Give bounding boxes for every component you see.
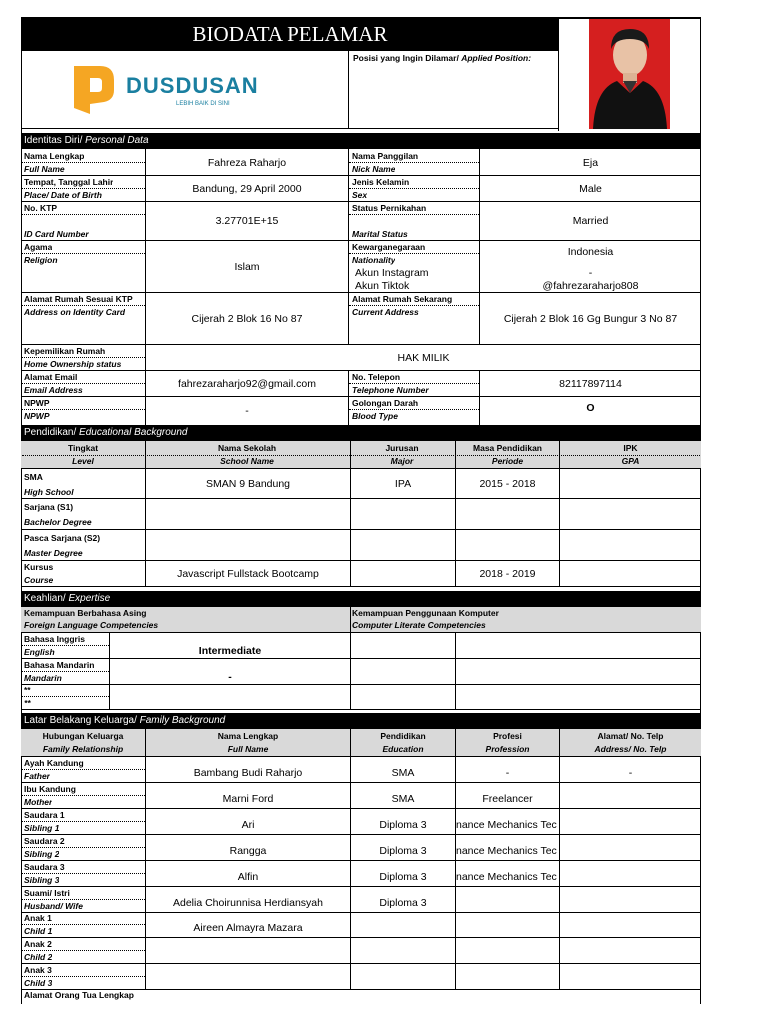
family-relationship-en: Sibling 1	[24, 823, 60, 833]
edu-gpa-value[interactable]	[560, 499, 701, 529]
nick-name-label-en: Nick Name	[352, 164, 396, 174]
divider	[21, 912, 701, 913]
header-text-en: School Name	[220, 456, 274, 466]
family-header-education	[351, 730, 455, 756]
section-title-id: Identitas Diri/	[24, 135, 83, 146]
edu-level-label-en: Master Degree	[24, 548, 83, 558]
dusdusan-logo-icon	[70, 64, 118, 116]
logo-tagline: LEBIH BAIK DI SINI	[176, 101, 230, 107]
ktp-label: No. KTP	[24, 203, 58, 213]
header-text-en: Education	[382, 744, 424, 754]
language-header: Kemampuan Berbahasa Asing	[24, 608, 147, 618]
header-text: Tingkat	[67, 443, 99, 453]
full-name-label-en: Full Name	[24, 164, 65, 174]
edu-school-value[interactable]: Javascript Fullstack Bootcamp	[177, 567, 319, 580]
header-text-en: Profession	[485, 744, 530, 754]
religion-label: Agama	[24, 242, 53, 252]
header-text: Masa Pendidikan	[473, 443, 542, 453]
family-relationship: Suami/ Istri	[24, 888, 70, 898]
edu-period-value[interactable]	[456, 499, 559, 529]
edu-level-label-en: Course	[24, 575, 54, 585]
header-text-en: Full Name	[227, 744, 269, 754]
divider	[21, 937, 701, 938]
phone-label: No. Telepon	[352, 372, 401, 382]
edu-gpa-value[interactable]	[560, 530, 701, 560]
current-address-value[interactable]: Cijerah 2 Blok 16 Gg Bungur 3 No 87	[503, 312, 678, 325]
family-address[interactable]: -	[628, 766, 633, 779]
family-profession[interactable]	[456, 918, 559, 937]
dotted-separator	[22, 847, 145, 848]
sex-label: Jenis Kelamin	[352, 177, 410, 187]
header-text: Hubungan Keluarga	[42, 731, 124, 741]
phone-value[interactable]: 82117897114	[559, 377, 622, 390]
edu-gpa-value[interactable]	[560, 561, 701, 586]
blood-label: Golongan Darah	[352, 398, 419, 408]
dotted-separator	[22, 671, 109, 672]
language-header-en: Foreign Language Competencies	[24, 620, 159, 630]
religion-value[interactable]: Islam	[234, 260, 260, 273]
edu-period-value[interactable]: 2015 - 2018	[479, 477, 536, 490]
language-name: Bahasa Inggris	[24, 634, 85, 644]
header-text-en: Major	[390, 456, 414, 466]
family-relationship-en: Child 2	[24, 952, 53, 962]
dotted-separator	[22, 162, 145, 163]
section-personal-data	[21, 133, 701, 149]
edu-level-label: Kursus	[24, 562, 54, 572]
family-education[interactable]: SMA	[391, 792, 415, 805]
position-field[interactable]	[352, 68, 554, 124]
person-photo-icon	[589, 19, 670, 129]
computer-header-en: Computer Literate Competencies	[352, 620, 486, 630]
blood-value[interactable]: O	[586, 402, 595, 414]
ktp-value[interactable]: 3.27701E+15	[215, 215, 279, 227]
section-education	[21, 425, 701, 441]
divider	[21, 586, 701, 587]
family-header-relationship	[21, 730, 145, 756]
family-profession[interactable]: -	[505, 766, 510, 779]
family-relationship: Saudara 1	[24, 810, 65, 820]
family-education[interactable]: Diploma 3	[379, 896, 427, 909]
family-education[interactable]: Diploma 3	[379, 818, 427, 831]
birth-label: Tempat, Tanggal Lahir	[24, 177, 114, 187]
position-label-en: Applied Position:	[461, 53, 532, 63]
divider	[21, 886, 701, 887]
section-title-id: Keahlian/	[24, 593, 66, 604]
family-relationship-en: Husband/ Wife	[24, 901, 83, 911]
section-title-en: Family Background	[139, 715, 226, 726]
family-relationship-en: Sibling 2	[24, 849, 60, 859]
divider	[21, 128, 559, 129]
family-address[interactable]	[560, 789, 701, 808]
edu-period-value[interactable]	[456, 530, 559, 560]
dotted-separator	[22, 357, 145, 358]
header-text: IPK	[623, 443, 638, 453]
dotted-separator	[22, 924, 145, 925]
family-relationship-en: Mother	[24, 797, 53, 807]
section-family	[21, 713, 701, 729]
edu-major-value[interactable]	[351, 499, 455, 529]
dotted-separator	[22, 645, 109, 646]
email-label: Alamat Email	[24, 372, 78, 382]
section-title-id: Pendidikan/	[24, 427, 77, 438]
family-header-address	[560, 730, 701, 756]
header-text: Alamat/ No. Telp	[597, 731, 664, 741]
dotted-separator	[349, 305, 479, 306]
divider	[21, 860, 701, 861]
family-header-name	[146, 730, 350, 756]
header-text: Nama Lengkap	[217, 731, 279, 741]
family-relationship: Saudara 2	[24, 836, 65, 846]
language-name-en: English	[24, 647, 55, 657]
family-name[interactable]: Marni Ford	[222, 792, 274, 805]
section-title-en: Educational Background	[79, 427, 188, 438]
dotted-separator	[22, 214, 145, 215]
family-address[interactable]	[560, 867, 701, 886]
family-address[interactable]	[560, 970, 701, 989]
page-title: BIODATA PELAMAR	[192, 22, 388, 46]
divider	[21, 240, 701, 241]
dotted-separator	[22, 769, 145, 770]
edu-major-value[interactable]	[351, 530, 455, 560]
birth-value[interactable]: Bandung, 29 April 2000	[192, 182, 302, 195]
family-address[interactable]	[560, 918, 701, 937]
divider	[21, 808, 701, 809]
marital-value[interactable]: Married	[572, 215, 609, 227]
divider	[455, 632, 456, 709]
edu-level-label-en: High School	[24, 487, 74, 497]
family-name[interactable]: Rangga	[229, 844, 267, 857]
dotted-separator	[349, 162, 479, 163]
language-name: Bahasa Mandarin	[24, 660, 95, 670]
family-profession[interactable]: nance Mechanics Tec	[456, 818, 557, 831]
family-name[interactable]: Alfin	[237, 870, 259, 883]
edu-school-value[interactable]: SMAN 9 Bandung	[205, 477, 291, 490]
edu-level-label: Pasca Sarjana (S2)	[24, 533, 101, 543]
family-relationship: Anak 1	[24, 913, 52, 923]
family-address[interactable]	[560, 893, 701, 912]
dotted-separator	[349, 214, 479, 215]
divider	[348, 51, 349, 128]
language-name-en: Mandarin	[24, 673, 62, 683]
language-level[interactable]: Intermediate	[198, 644, 262, 657]
family-name[interactable]: Adelia Choirunnisa Herdiansyah	[172, 896, 323, 909]
edu-level-label: Sarjana (S1)	[24, 502, 74, 512]
dotted-separator	[349, 409, 479, 410]
family-name[interactable]: Aireen Almayra Mazara	[193, 921, 303, 934]
position-label-id: Posisi yang Ingin Dilamar/	[353, 53, 459, 63]
dotted-separator	[22, 253, 145, 254]
nationality-value[interactable]: Indonesia	[567, 246, 614, 258]
computer-header: Kemampuan Penggunaan Komputer	[352, 608, 499, 618]
divider	[21, 709, 701, 710]
divider	[21, 834, 701, 835]
family-name[interactable]: Ari	[241, 818, 255, 831]
dotted-separator	[22, 383, 145, 384]
company-logo	[70, 64, 280, 116]
divider	[558, 17, 559, 131]
nationality-label-en: Nationality	[352, 255, 396, 265]
edu-major-value[interactable]: IPA	[394, 477, 412, 490]
family-education[interactable]: Diploma 3	[379, 844, 427, 857]
header-text-en: Level	[72, 456, 94, 466]
tiktok-value[interactable]: @fahrezaraharjo808	[542, 279, 639, 292]
family-header-profession	[456, 730, 559, 756]
ownership-label-en: Home Ownership status	[24, 359, 122, 369]
divider	[21, 756, 701, 757]
divider	[21, 963, 701, 964]
applicant-photo	[589, 19, 670, 129]
dotted-separator	[22, 873, 145, 874]
language-level[interactable]: -	[228, 670, 232, 683]
nick-name-label: Nama Panggilan	[352, 151, 419, 161]
family-relationship: Ayah Kandung	[24, 758, 84, 768]
edu-gpa-value[interactable]	[560, 469, 701, 498]
family-name[interactable]	[146, 970, 350, 989]
family-relationship: Saudara 3	[24, 862, 65, 872]
dotted-separator	[349, 383, 479, 384]
family-profession[interactable]	[456, 970, 559, 989]
dotted-separator	[22, 976, 145, 977]
header-text: Jurusan	[385, 443, 419, 453]
edu-level-label-en: Bachelor Degree	[24, 517, 92, 527]
dotted-separator	[22, 821, 145, 822]
family-relationship: Anak 3	[24, 965, 52, 975]
ktp-label-en: ID Card Number	[24, 229, 89, 239]
instagram-label: Akun Instagram	[355, 267, 429, 279]
nick-name-value[interactable]: Eja	[582, 156, 599, 169]
section-title-en: Expertise	[68, 593, 111, 604]
divider	[21, 632, 701, 633]
full-name-value[interactable]: Fahreza Raharjo	[207, 156, 287, 169]
marital-label: Status Pernikahan	[352, 203, 427, 213]
parents-address-label: Alamat Orang Tua Lengkap	[24, 990, 134, 1000]
dotted-separator	[22, 409, 145, 410]
edu-period-value[interactable]: 2018 - 2019	[479, 567, 536, 580]
npwp-label: NPWP	[24, 398, 50, 408]
family-education[interactable]	[351, 970, 455, 989]
family-education[interactable]	[351, 918, 455, 937]
email-label-en: Email Address	[24, 385, 83, 395]
header-text-en: Address/ No. Telp	[594, 744, 667, 754]
divider	[348, 370, 349, 425]
tiktok-label: Akun Tiktok	[355, 280, 410, 292]
header-text-en: Family Relationship	[42, 744, 124, 754]
ktp-address-label: Alamat Rumah Sesuai KTP	[24, 294, 133, 304]
nationality-label: Kewarganegaraan	[352, 242, 426, 252]
dotted-separator	[349, 253, 479, 254]
current-address-label-en: Current Address	[352, 307, 419, 317]
family-education[interactable]	[351, 944, 455, 963]
section-expertise	[21, 591, 701, 607]
npwp-value[interactable]: -	[245, 405, 249, 417]
dotted-separator	[22, 188, 145, 189]
npwp-label-en: NPWP	[24, 411, 50, 421]
dotted-separator	[22, 899, 145, 900]
family-name[interactable]: Bambang Budi Raharjo	[193, 766, 303, 779]
sex-label-en: Sex	[352, 190, 368, 200]
instagram-value[interactable]: -	[588, 266, 593, 279]
language-level[interactable]	[110, 685, 350, 709]
divider	[21, 782, 701, 783]
divider	[348, 149, 349, 344]
ktp-address-label-en: Address on Identity Card	[24, 307, 126, 317]
family-relationship-en: Child 3	[24, 978, 53, 988]
full-name-label: Nama Lengkap	[24, 151, 85, 161]
birth-label-en: Place/ Date of Birth	[24, 190, 102, 200]
language-name-en: **	[24, 698, 31, 708]
header-text: Nama Sekolah	[217, 443, 277, 453]
header-text: Pendidikan	[380, 731, 426, 741]
family-address[interactable]	[560, 944, 701, 963]
family-profession[interactable]: Freelancer	[482, 792, 533, 805]
language-name: **	[24, 685, 31, 695]
header-text-en: GPA	[621, 456, 640, 466]
ktp-address-value[interactable]: Cijerah 2 Blok 16 No 87	[191, 312, 303, 325]
edu-major-value[interactable]	[351, 561, 455, 586]
header-text-en: Periode	[491, 456, 524, 466]
dotted-separator	[22, 950, 145, 951]
edu-level-label: SMA	[24, 472, 43, 482]
family-profession[interactable]	[456, 893, 559, 912]
dotted-separator	[22, 455, 700, 456]
family-name[interactable]	[146, 944, 350, 963]
dotted-separator	[22, 795, 145, 796]
current-address-label: Alamat Rumah Sekarang	[352, 294, 453, 304]
religion-label-en: Religion	[24, 255, 58, 265]
blood-label-en: Blood Type	[352, 411, 398, 421]
family-profession[interactable]: nance Mechanics Tec	[456, 870, 557, 883]
family-relationship-en: Child 1	[24, 926, 53, 936]
family-profession[interactable]	[456, 944, 559, 963]
header-text: Profesi	[493, 731, 522, 741]
section-title-en: Personal Data	[85, 135, 149, 146]
sex-value[interactable]: Male	[579, 182, 602, 195]
family-profession[interactable]: nance Mechanics Tec	[456, 844, 557, 857]
family-address[interactable]	[560, 841, 701, 860]
marital-label-en: Marital Status	[352, 229, 408, 239]
family-relationship: Ibu Kandung	[24, 784, 76, 794]
edu-school-value[interactable]	[146, 499, 350, 529]
ownership-label: Kepemilikan Rumah	[24, 346, 106, 356]
family-address[interactable]	[560, 815, 701, 834]
section-title-id: Latar Belakang Keluarga/	[24, 715, 137, 726]
position-label	[353, 52, 531, 64]
family-relationship: Anak 2	[24, 939, 52, 949]
edu-school-value[interactable]	[146, 530, 350, 560]
ownership-value[interactable]: HAK MILIK	[397, 351, 450, 364]
family-relationship-en: Father	[24, 771, 50, 781]
dotted-separator	[22, 696, 109, 697]
dotted-separator	[22, 305, 145, 306]
family-relationship-en: Sibling 3	[24, 875, 60, 885]
email-value[interactable]: fahrezaraharjo92@gmail.com	[178, 377, 316, 390]
family-education[interactable]: Diploma 3	[379, 870, 427, 883]
family-education[interactable]: SMA	[391, 766, 415, 779]
logo-name: DUSDUSAN	[126, 73, 259, 98]
phone-label-en: Telephone Number	[352, 385, 429, 395]
dotted-separator	[349, 188, 479, 189]
